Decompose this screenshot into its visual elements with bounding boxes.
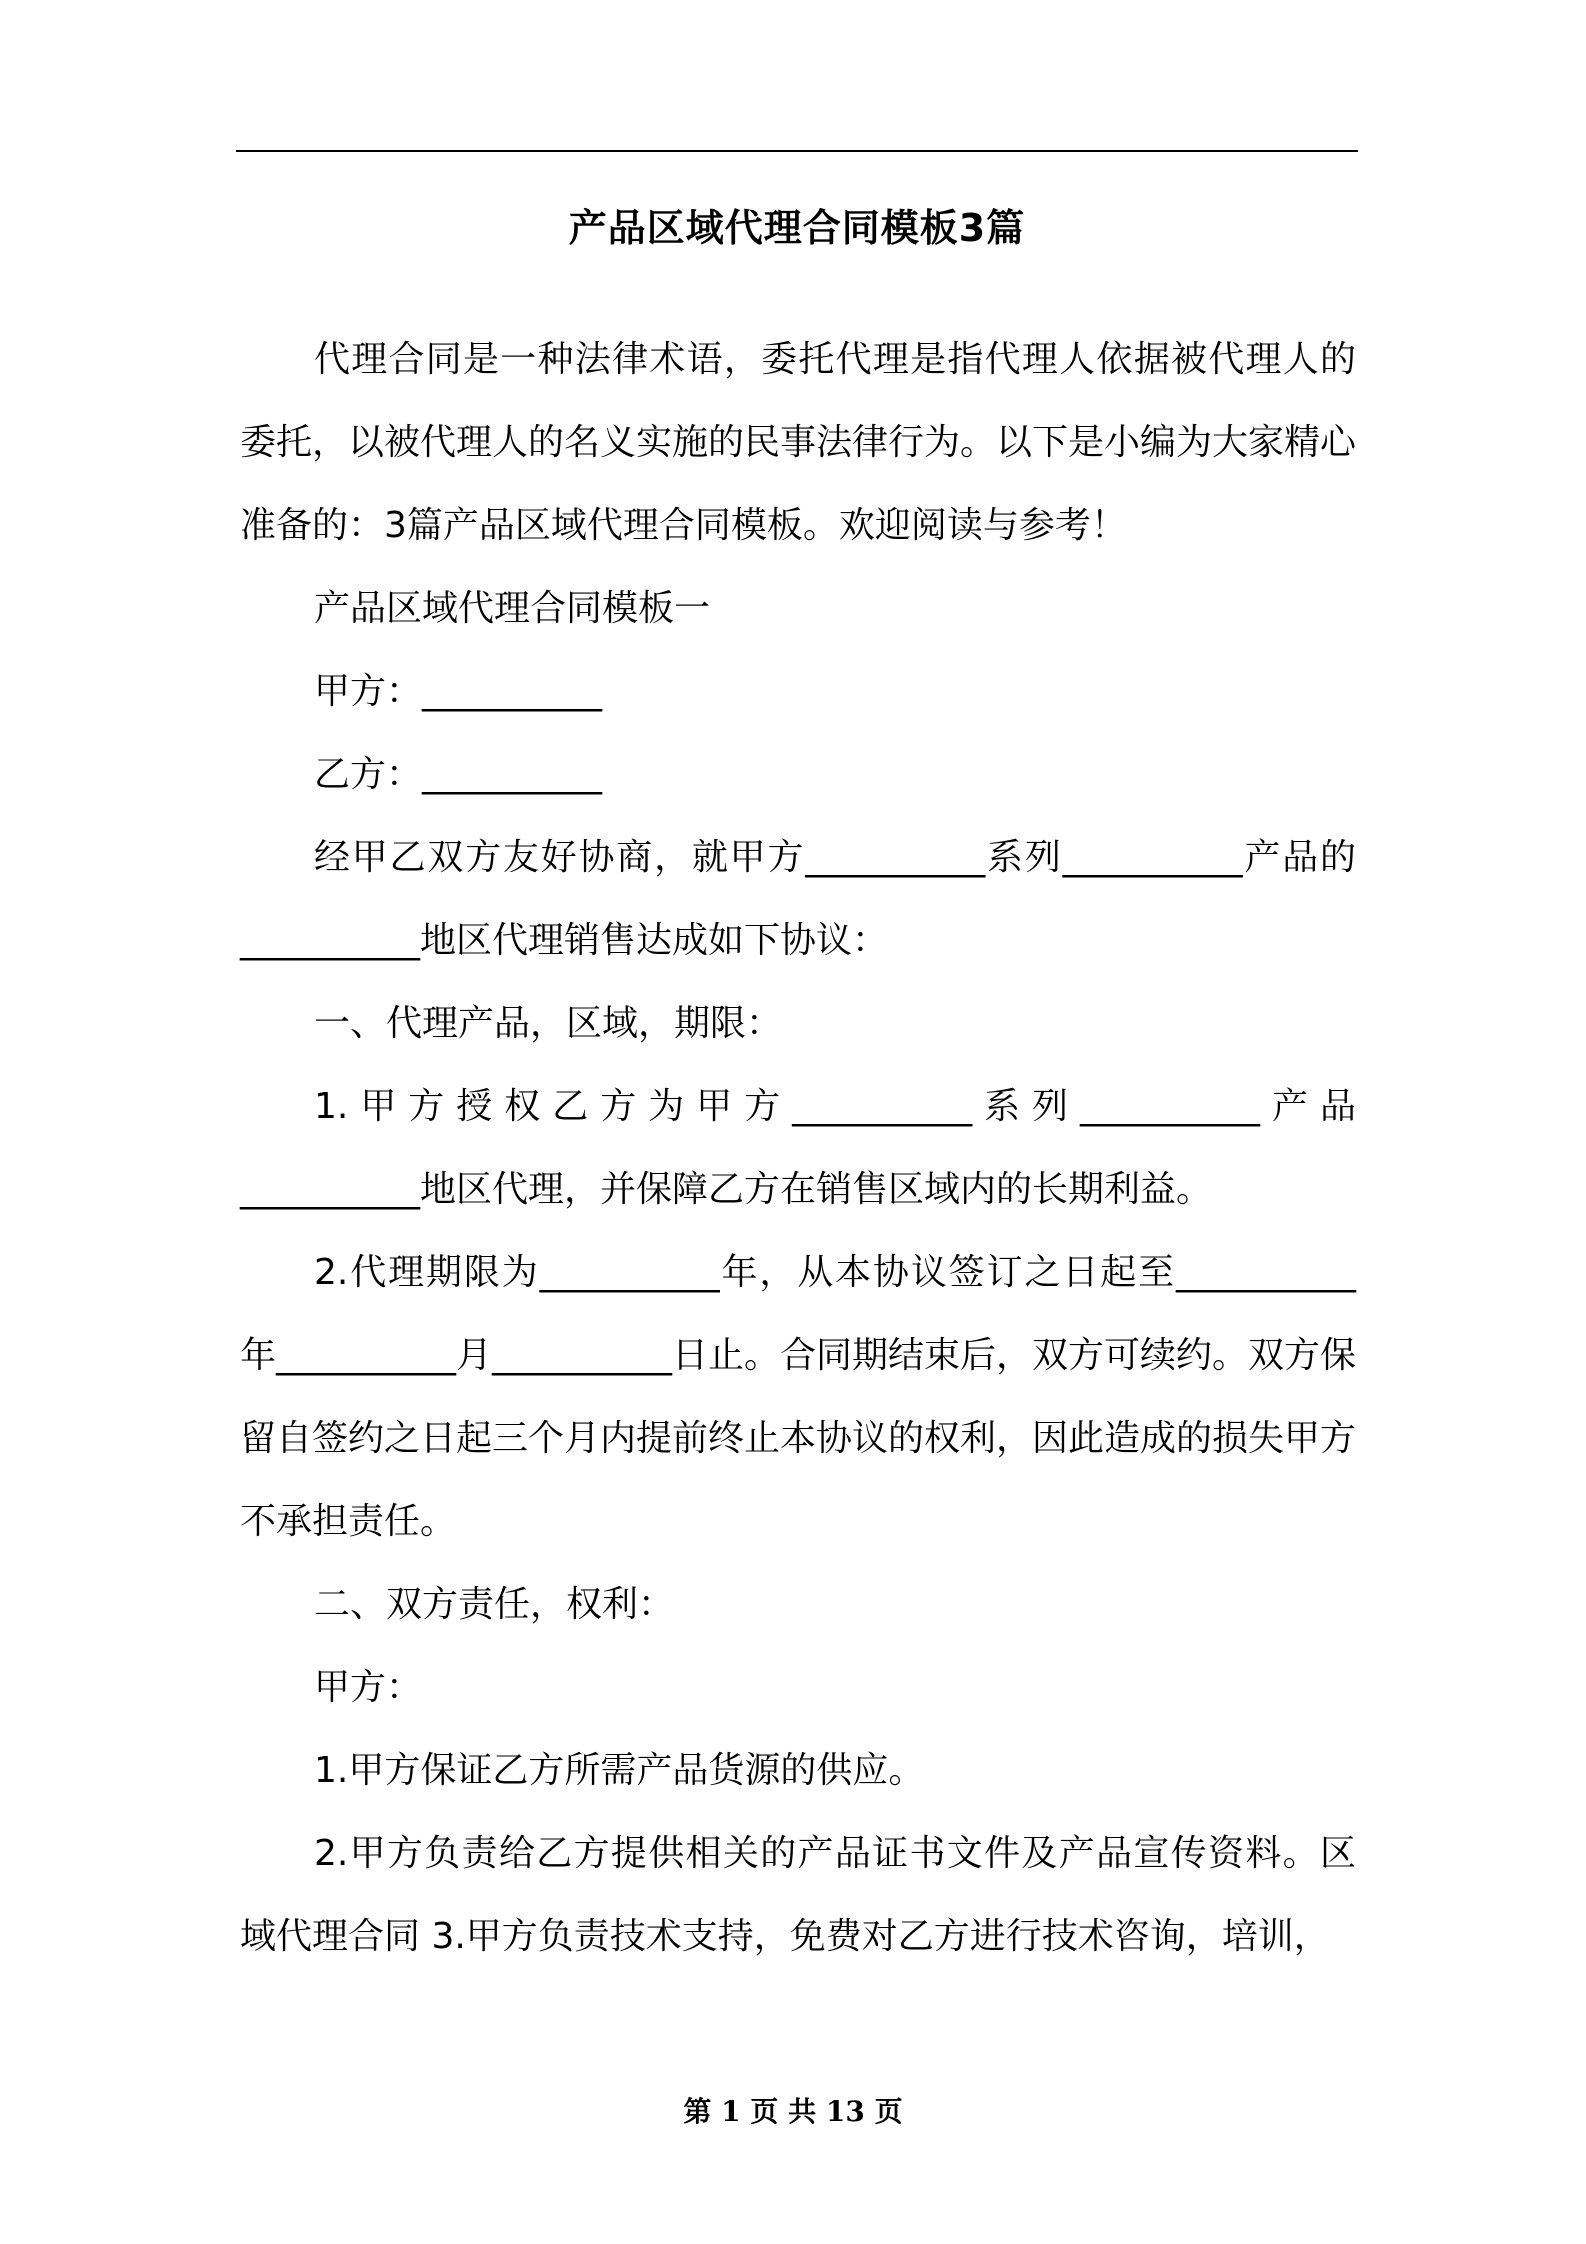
party-a-line: 甲方：__________ <box>314 671 603 712</box>
section-heading-template-one: 产品区域代理合同模板一 <box>314 588 711 629</box>
clause-2-2: 2.甲方负责给乙方提供相关的产品证书文件及产品宣传资料。区域代理合同 3.甲方负责技术支持，免费对乙方进行技术咨询，培训， <box>240 1833 1356 1957</box>
document-body <box>240 318 1356 1978</box>
clause-1-2: 2.代理期限为__________年，从本协议签订之日起至__________年__________月__________日止。合同期结束后，双方可续约。双方保留自签约之日起三个月内提前终止本协议的权利，因此造成的损失甲方不承担责任。 <box>240 1252 1357 1542</box>
party-b-line: 乙方：__________ <box>314 754 603 795</box>
header-rule <box>236 150 1358 152</box>
agreement-preamble: 经甲乙双方友好协商，就甲方__________系列__________产品的__________地区代理销售达成如下协议： <box>240 837 1356 961</box>
intro-paragraph: 代理合同是一种法律术语，委托代理是指代理人依据被代理人的委托，以被代理人的名义实施的民事法律行为。以下是小编为大家精心准备的：3篇产品区域代理合同模板。欢迎阅读与参考！ <box>240 339 1357 546</box>
clause-heading-two: 二、双方责任，权利： <box>314 1584 675 1625</box>
clause-1-1: 1.甲方授权乙方为甲方__________系列__________产品__________地区代理，并保障乙方在销售区域内的长期利益。 <box>240 1086 1356 1210</box>
party-a-heading: 甲方： <box>314 1667 423 1708</box>
page-number: 第 1 页 共 13 页 <box>683 2095 903 2128</box>
page-footer <box>0 2092 1586 2132</box>
clause-2-1: 1.甲方保证乙方所需产品货源的供应。 <box>314 1750 925 1791</box>
page-title: 产品区域代理合同模板3篇 <box>568 206 1026 250</box>
clause-heading-one: 一、代理产品，区域，期限： <box>314 1003 783 1044</box>
